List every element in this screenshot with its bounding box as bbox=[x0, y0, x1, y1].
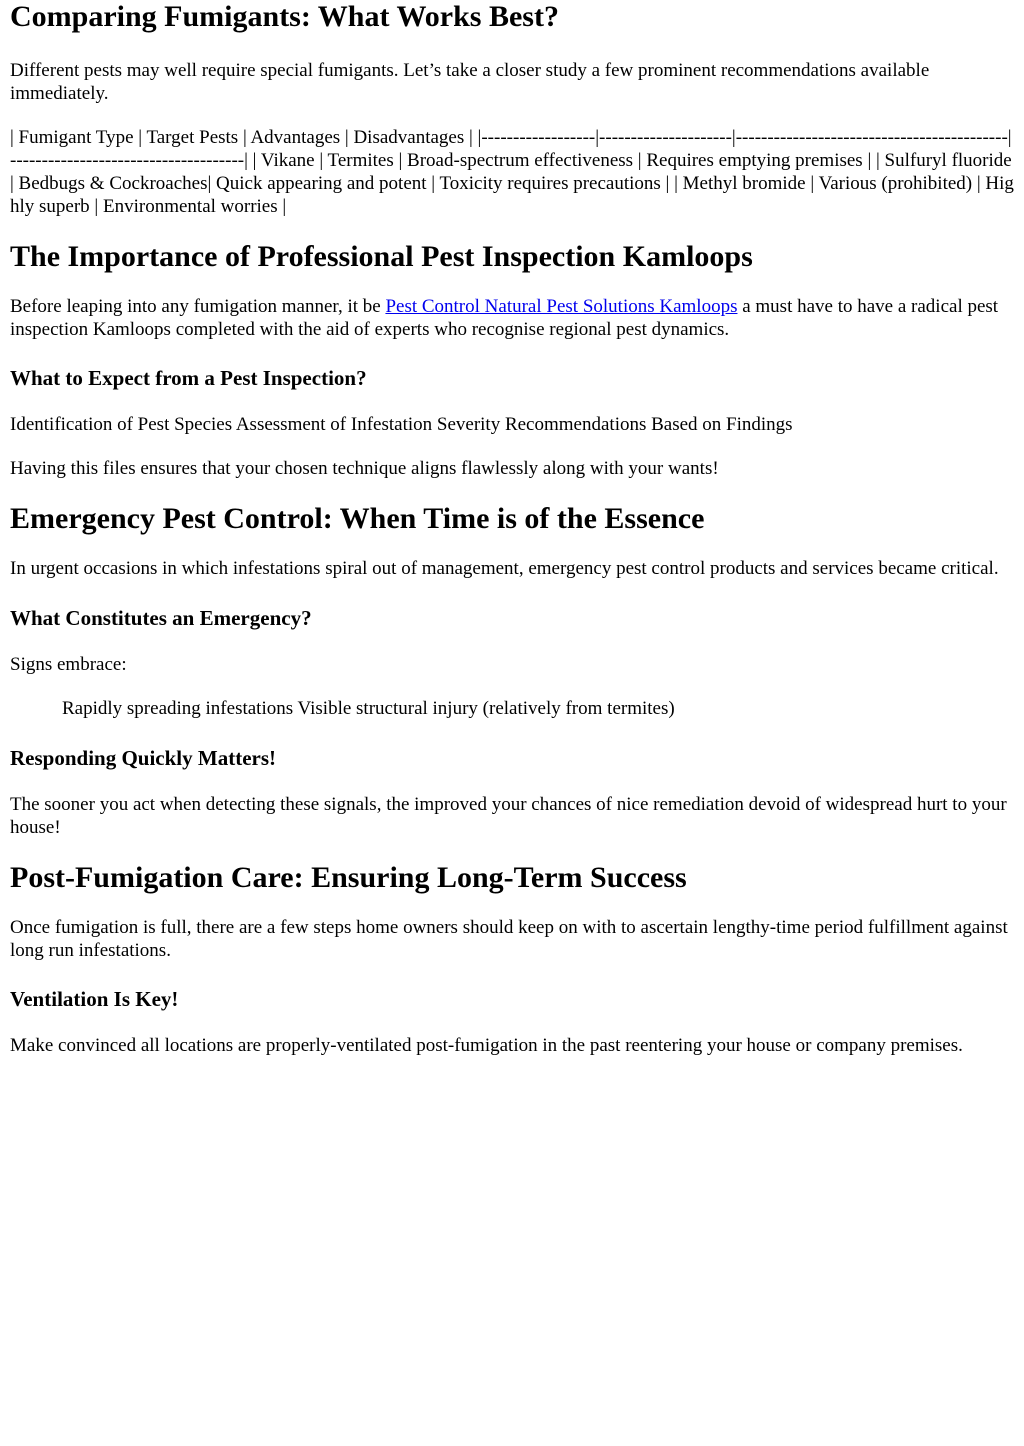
inspection-closing: Having this files ensures that your chosen technique aligns flawlessly along with your wants! bbox=[10, 458, 719, 479]
post-intro: Once fumigation is full, there are a few steps home owners should keep on with to ascertain lengthy-time period fulfillment against long run infestations. bbox=[10, 917, 1008, 961]
heading-pest-inspection: The Importance of Professional Pest Inspection Kamloops bbox=[10, 240, 753, 273]
heading-comparing-fumigants: Comparing Fumigants: What Works Best? bbox=[10, 0, 559, 33]
inspection-text-after: a must have to have a radical pest inspection Kamloops completed with the aid of experts who recognise regional pest dynamics. bbox=[10, 296, 999, 340]
subheading-emergency: What Constitutes an Emergency? bbox=[10, 606, 312, 630]
fumigants-intro: Different pests may well require special fumigants. Let’s take a closer study a few prominent recommendations available immediately. bbox=[10, 60, 930, 104]
emergency-closing: The sooner you act when detecting these signals, the improved your chances of nice remediation devoid of widespread hurt to your house! bbox=[10, 794, 1007, 838]
inspection-paragraph bbox=[10, 295, 1014, 341]
post-closing: Make convinced all locations are properly-ventilated post-fumigation in the past reentering your house or company premises. bbox=[10, 1035, 963, 1056]
inspection-items: Identification of Pest Species Assessment of Infestation Severity Recommendations Based on Findings bbox=[10, 414, 793, 435]
heading-post-fumigation: Post-Fumigation Care: Ensuring Long-Term Success bbox=[10, 861, 687, 894]
fumigant-table-text: | Fumigant Type | Target Pests | Advantages | Disadvantages | |------------------|---------------------|-------------------------------------------|-------------------------------------| | Vikane | Termites | Broad-spectrum effectiveness | Requires emptying premises | | Sulfuryl fluoride| Bedbugs & Cockroaches| Quick appearing and potent | Toxicity requires precautions | | Methyl bromide | Various (prohibited) | Highly superb | Environmental worries | bbox=[10, 127, 1014, 217]
subheading-ventilation: Ventilation Is Key! bbox=[10, 987, 179, 1011]
subheading-what-to-expect: What to Expect from a Pest Inspection? bbox=[10, 366, 367, 390]
signs-label: Signs embrace: bbox=[10, 654, 127, 675]
emergency-intro: In urgent occasions in which infestations spiral out of management, emergency pest control products and services became critical. bbox=[10, 558, 999, 579]
pest-control-link[interactable]: Pest Control Natural Pest Solutions Kamloops bbox=[385, 296, 738, 317]
subheading-responding: Responding Quickly Matters! bbox=[10, 746, 277, 770]
inspection-text-before: Before leaping into any fumigation manner, it be bbox=[10, 296, 386, 317]
signs-quote: Rapidly spreading infestations Visible structural injury (relatively from termites) bbox=[62, 698, 675, 719]
heading-emergency: Emergency Pest Control: When Time is of the Essence bbox=[10, 502, 705, 535]
